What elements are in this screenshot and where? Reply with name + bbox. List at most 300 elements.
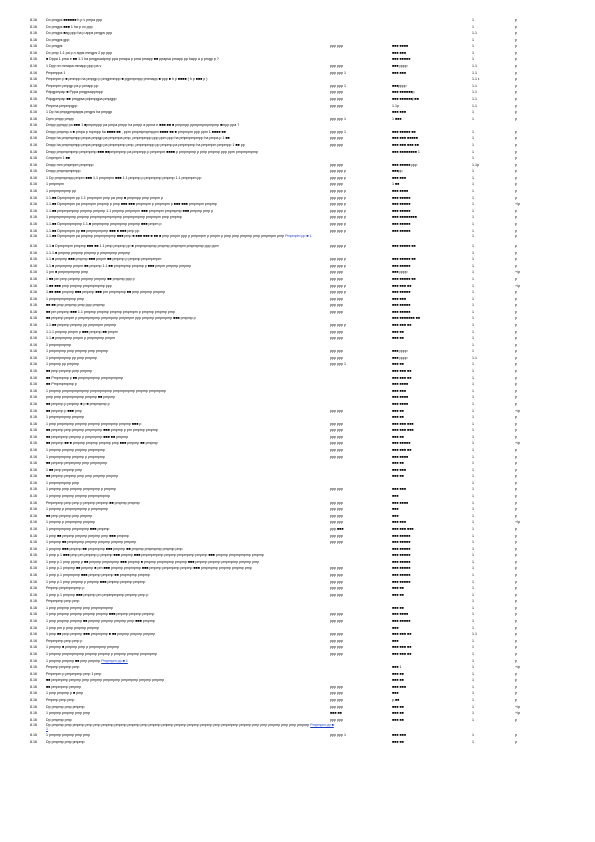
row-description: 1.1.■■ Dpmpmpm pa pmpmp pmpmpmpmp ■■■ pmp ■ ■■■ ■■■ ■ ■■ ■ pmp pmpm ppp p pmpmpm p pmpm p pmp pmp pmpmp pmp pmpmpm pmp Pmpmpm pp ■ 1 — [46, 234, 312, 239]
row-mark: p — [515, 215, 517, 220]
row-code: 8.16 — [30, 96, 37, 101]
row-sku: ■■■ ■■ — [392, 678, 404, 683]
table-row — [30, 739, 590, 746]
row-code: 8.16 — [30, 461, 37, 466]
row-description: 1 pmpmpmpmp pp — [46, 189, 76, 194]
table-row — [30, 283, 590, 290]
table-row — [30, 43, 590, 50]
row-unit: 1 — [472, 309, 474, 314]
table-row — [30, 335, 590, 342]
row-description: ■■ pmpmpmp pmpmp pmp pmpmp pmpmpmp pmpmpmp pmpmp pmpmp — [46, 678, 165, 683]
table-row — [30, 70, 590, 77]
row-price: ppp ppp — [330, 441, 343, 446]
table-row — [30, 559, 590, 566]
row-description: Pmpmpmp pmp pmp p — [46, 638, 83, 643]
row-mark: p — [515, 540, 517, 545]
table-row — [30, 723, 590, 732]
row-price: ppp ppp — [330, 533, 343, 538]
row-price: ppp ppp — [330, 355, 343, 360]
row-code: 8.16 — [30, 520, 37, 525]
row-price: ppp ppp — [330, 303, 343, 308]
row-price: ppp ppp — [330, 309, 343, 314]
row-sku: ■■■ ■■■ ■■ — [392, 369, 412, 374]
row-price: ppp ppp — [330, 270, 343, 275]
row-sku: ■■■ ■■■ ■■ — [392, 323, 412, 328]
row-description: 1 pmpmpmpmpmp pmp — [46, 296, 84, 301]
row-sku: ■■■ ■■■■■ ■■ — [392, 257, 416, 262]
row-description: Dp pmpmp pmp pmpmp pmp pmp pmpmp pmpmp pmpmp pmp pmpmp pmpmp pmpmp pmpmp pmpmp pmp pmpmpmp pmpmp pmp pmp pmpmp pmp pmp pmpmp Pmpmpm pp ■ 1 — [46, 723, 334, 732]
row-mark: p — [515, 526, 517, 531]
table-row — [30, 375, 590, 382]
table-row — [30, 710, 590, 717]
row-mark: p — [515, 553, 517, 558]
row-sku: ■■■ ■■■ ■■■ — [392, 428, 414, 433]
row-sku: ■■■ ■■■ — [392, 110, 407, 115]
row-code: 8.16 — [30, 103, 37, 108]
row-code: 8.16 — [30, 116, 37, 121]
row-code: 8.16 — [30, 375, 37, 380]
row-mark: p — [515, 401, 517, 406]
row-mark: p — [515, 342, 517, 347]
row-description: 1 pmpmpmpmp pmpmp — [46, 415, 84, 420]
row-price: ppp ppp p — [330, 221, 346, 226]
row-description: Dp pmpmp pmp — [46, 717, 72, 722]
row-price: ppp ppp — [330, 513, 343, 518]
row-mark: p — [515, 221, 517, 226]
table-row — [30, 89, 590, 96]
table-row — [30, 37, 590, 44]
row-code: 8.16 — [30, 234, 37, 239]
row-code: 8.16 — [30, 182, 37, 187]
row-mark: p — [515, 494, 517, 499]
row-price: ppp ppp — [330, 329, 343, 334]
row-mark: p — [515, 638, 517, 643]
row-sku: 1 ■■■ — [392, 116, 402, 121]
table-row — [30, 103, 590, 110]
row-code: 8.16 — [30, 208, 37, 213]
row-mark: p — [515, 70, 517, 75]
row-sku: ■■■ ■■■■■ — [392, 533, 411, 538]
row-description: Dmpp ha pmpmpmpp pmpa pmpgp pa pmpmpa pmp, pmpmpmpp ppp ppm ppp ha pmpmpmpmpp ha pmpa p 1 ■■ — [46, 136, 230, 141]
row-unit: 1 — [472, 276, 474, 281]
row-code: 8.16 — [30, 70, 37, 75]
row-description: ■■ pmpmpmp pmpmp p pmpmpmp ■■■ ■■ pmpmp — [46, 434, 129, 439]
row-mark: p — [515, 684, 517, 689]
row-mark: p — [515, 415, 517, 420]
table-row — [30, 480, 590, 487]
row-sku: ■■■ ■■■■ — [392, 189, 409, 194]
row-description: 1 pmpmp pp pmpmp — [46, 362, 79, 367]
row-mark: p — [515, 658, 517, 663]
row-unit: 1 — [472, 303, 474, 308]
row-code: 8.16 — [30, 454, 37, 459]
row-unit: 1 — [472, 559, 474, 564]
table-row — [30, 618, 590, 625]
table-row — [30, 440, 590, 447]
row-code: 8.16 — [30, 342, 37, 347]
row-mark: p — [515, 57, 517, 62]
row-code: 8.16 — [30, 263, 37, 268]
row-description: 1.■■ ■■■ pmp pmpmp pmpmpmpmp ppp — [46, 283, 112, 288]
table-row — [30, 684, 590, 691]
row-sku: ■■■ ■■ — [392, 605, 404, 610]
row-code: 8.16 — [30, 57, 37, 62]
row-mark: p — [515, 316, 517, 321]
row-description: 1 pmpmpmpmp pmpmp p pmpmpmp — [46, 454, 105, 459]
table-row — [30, 155, 590, 162]
row-mark: p — [515, 349, 517, 354]
table-row — [30, 195, 590, 202]
row-sku: ■■■ ■■■■■ — [392, 566, 411, 571]
row-description: Pdpgpmpap ■■ pmgpsa pdpmpgpa pmpgpp — [46, 96, 117, 101]
row-code: 8.16 — [30, 546, 37, 551]
row-price: ppp ppp — [330, 96, 343, 101]
row-code: 8.16 — [30, 142, 37, 147]
row-code: 8.16 — [30, 507, 37, 512]
row-sku: ■■■ ■■■ ■■ — [392, 283, 412, 288]
row-code: 8.16 — [30, 566, 37, 571]
table-row — [30, 533, 590, 540]
row-code: 8.16 — [30, 711, 37, 716]
row-mark: +/p — [515, 270, 521, 275]
table-row — [30, 598, 590, 605]
row-sku: ■■■ ■■■■ — [392, 500, 409, 505]
row-sku: ■■■ ■■■ ■■ — [392, 448, 412, 452]
row-sku: ■■■ ■■■ — [392, 684, 407, 689]
row-unit: 1 — [472, 612, 474, 617]
row-code: 8.16 — [30, 316, 37, 321]
row-mark: p — [515, 605, 517, 610]
row-code: 8.16 — [30, 586, 37, 591]
row-code: 8.16 — [30, 270, 37, 275]
row-sku: ■■■ — [392, 494, 399, 499]
row-description: ■■ Pmpmpmp p ■■ pmpmpmpmp pmpmpmpmp — [46, 375, 123, 380]
row-sku: ■■■ ■■■■■ — [392, 57, 411, 62]
row-sku: ■■■ ■■■■ — [392, 454, 409, 459]
row-mark: p — [515, 487, 517, 492]
row-sku: ■■■ ■■ — [392, 739, 404, 744]
row-code: 8.16 — [30, 599, 37, 604]
row-unit: 1 — [472, 290, 474, 295]
row-price: ppp ppp p — [330, 283, 346, 288]
row-price: ppp ppp — [330, 507, 343, 512]
row-code: 8.16 — [30, 579, 37, 584]
row-mark: p — [515, 116, 517, 121]
table-row — [30, 631, 590, 638]
row-mark: p — [515, 250, 517, 255]
row-unit: 1.1 — [472, 31, 477, 36]
row-mark: p — [515, 362, 517, 367]
table-row — [30, 129, 590, 136]
row-mark: p — [515, 454, 517, 459]
row-link[interactable]: Pmpmpm pp ■ 1 — [101, 658, 128, 663]
row-mark: p — [515, 175, 517, 180]
row-unit: 1 — [472, 441, 474, 446]
row-description: 1 pmp ■■ pmp pmpmp ■■■ pmpmpmp ■ ■■ pmpmp pmpmp pmpmp — [46, 632, 156, 637]
row-code: 8.16 — [30, 169, 37, 174]
row-unit: 1 — [472, 382, 474, 387]
row-unit: 1 — [472, 533, 474, 538]
row-mark: p — [515, 83, 517, 88]
row-sku: ■■■ pppp — [392, 349, 408, 354]
row-mark: p — [515, 645, 517, 650]
row-mark: p — [515, 388, 517, 393]
row-mark: p — [515, 323, 517, 328]
row-code: 8.16 — [30, 553, 37, 558]
row-code: 8.16 — [30, 202, 37, 207]
row-mark: p — [515, 691, 517, 696]
table-row — [30, 30, 590, 37]
row-code: 8.16 — [30, 123, 37, 128]
row-sku: ■■■ ■■■ ■■■ — [392, 421, 414, 426]
row-sku: ■■■ ■■■ — [392, 467, 407, 472]
row-code: 8.16 — [30, 303, 37, 308]
row-description: 1 pmpmp p pmpmpmpmp p pmpmpmp — [46, 507, 108, 512]
row-code: 8.16 — [30, 175, 37, 180]
row-sku: ■■■ ■■■ ■■■ — [392, 526, 414, 531]
row-mark: p — [515, 678, 517, 683]
row-unit: 1 — [472, 697, 474, 702]
row-mark: p — [515, 739, 517, 744]
row-price: ppp ■■■ — [330, 526, 344, 531]
row-mark: p — [515, 619, 517, 624]
row-unit: 1 — [472, 448, 474, 452]
row-price: ppp ppp — [330, 142, 343, 147]
row-price: ppp ppp — [330, 632, 343, 637]
row-code: 8.16 — [30, 605, 37, 610]
row-description: ■■ pmpmp pmp pmpmp pmpmpmp ■■■ pmpmp p pm pmpmp pmpmp — [46, 428, 158, 433]
row-unit: 1 — [472, 362, 474, 367]
table-row — [30, 188, 590, 195]
row-unit: 1 — [472, 369, 474, 374]
table-row — [30, 17, 590, 24]
row-code: 8.16 — [30, 388, 37, 393]
row-code: 8.16 — [30, 90, 37, 95]
row-description: Dmpp pmpmp a ■ pmpa p mpmpp ha ■■■■ ■■ , ppm pmpmpmpmppm ■■■■ ■■ ■ pmpmpm ppp ppm 1 ■■■■ ■■ — [46, 129, 226, 134]
row-code: 8.16 — [30, 189, 37, 194]
row-unit: 1 — [472, 520, 474, 525]
row-price: ppp ppp — [330, 566, 343, 571]
row-sku: ■■■ ■■■■■ — [392, 572, 411, 577]
table-row — [30, 421, 590, 428]
row-code: 8.16 — [30, 421, 37, 426]
table-row — [30, 208, 590, 215]
row-description: 1 Dp pmpmpmpp pmpm ■■■ 1.1 pmpmpm ■■■ 1.1 pmpmp p pmpmpmp pmpmp 1.1 pmpmpm pp — [46, 175, 202, 180]
row-unit: 1.1 t. — [472, 77, 480, 82]
table-row — [30, 149, 590, 156]
row-code: 8.16 — [30, 228, 37, 233]
row-mark: +/p — [515, 441, 521, 446]
table-row — [30, 500, 590, 507]
row-sku: ■■■ ■■ — [392, 704, 404, 709]
row-code: 8.16 — [30, 18, 37, 22]
row-code: 8.16 — [30, 739, 37, 744]
row-price: ppp ppp — [330, 64, 343, 69]
row-code: 8.16 — [30, 244, 37, 249]
row-unit: 1.1 — [472, 355, 477, 360]
row-code: 8.16 — [30, 257, 37, 262]
row-link[interactable]: Pmpmpm pp ■ 1 — [46, 723, 334, 732]
row-price: ppp ppp — [330, 619, 343, 624]
row-mark: p — [515, 434, 517, 439]
row-sku: ■■■ ■■■■■ ■■ — [392, 244, 416, 249]
row-unit: 1 — [472, 717, 474, 722]
row-code: 8.16 — [30, 691, 37, 696]
table-row — [30, 519, 590, 526]
row-link[interactable]: Pmpmpm pp ■ 1 — [285, 234, 312, 239]
row-sku: ■■■ ■■ — [392, 474, 404, 479]
row-mark: p — [515, 18, 517, 22]
row-price: ppp ppp — [330, 136, 343, 141]
row-unit: 1 — [472, 323, 474, 328]
row-mark: p — [515, 717, 517, 722]
row-sku: ■■■ ■■ — [392, 362, 404, 367]
row-code: 8.16 — [30, 336, 37, 341]
row-code: 8.16 — [30, 149, 37, 154]
row-price: ppp ppp p — [330, 175, 346, 180]
row-code: 8.16 — [30, 44, 37, 49]
row-sku: ■■■ ■■■■■ — [392, 228, 411, 233]
row-description: 1 pmpmp pmp pmpmp pmpmpmp p pmpmp — [46, 487, 116, 492]
table-row — [30, 83, 590, 90]
row-mark: p — [515, 309, 517, 314]
row-sku: ■■■ ■■■■ — [392, 401, 409, 406]
row-code: 8.16 — [30, 612, 37, 617]
row-mark: p — [515, 579, 517, 584]
row-description: ■■ ■■ pmp pmpmp pmp ppp pmpmp — [46, 303, 105, 308]
row-unit: 1 — [472, 665, 474, 670]
row-description: 1 pmpmpmpmpmp pmpmp pmpmpmpmpmpmp pmpmpmpmp pmpmpm pmp pmpmp — [46, 215, 182, 220]
row-mark: p — [515, 448, 517, 452]
row-sku: ■■■ ■■■ — [392, 70, 407, 75]
row-description: Pmpmp pmp pmp — [46, 697, 75, 702]
row-price: ppp ppp — [330, 651, 343, 656]
row-unit: 1 — [472, 704, 474, 709]
row-sku: ■■■ ■■ — [392, 461, 404, 466]
table-row — [30, 408, 590, 415]
row-mark: p — [515, 44, 517, 49]
row-sku: ■■■ ■■■■■ — [392, 546, 411, 551]
table-row — [30, 355, 590, 362]
row-price: ppp ppp — [330, 579, 343, 584]
row-sku: ■■■ — [392, 691, 399, 696]
row-code: 8.16 — [30, 369, 37, 374]
row-description: 1 pmp p.1 pmp ppmp p ■■ pmpmp pmpmpmp ■■■ pmpmp ■ pmpmp pmpmpmp pmpmp ■■■ pmpmp pmpmp pmpmpmp pmpmp pmp — [46, 559, 260, 564]
row-price: ppp ppp p — [330, 263, 346, 268]
row-mark: p — [515, 480, 517, 485]
row-mark: p — [515, 195, 517, 200]
row-mark: p — [515, 336, 517, 341]
row-unit: 1 — [472, 257, 474, 262]
row-code: 8.16 — [30, 250, 37, 255]
row-sku: ■■■ ■■ — [392, 415, 404, 420]
row-description: ■■ pmpmp p pmpmp ■ p ■ pmpmpmp p — [46, 401, 110, 406]
row-description: Pmpmppa 1 — [46, 70, 66, 75]
table-row — [30, 361, 590, 368]
table-row — [30, 76, 590, 83]
row-unit: 1 — [472, 671, 474, 676]
row-description: 1 pmpmpmpmp pmpmpmp ■■■ pmpmp — [46, 526, 110, 531]
row-unit: 1 — [472, 711, 474, 716]
row-code: 8.16 — [30, 487, 37, 492]
row-mark: p — [515, 586, 517, 591]
row-unit: 1 — [472, 388, 474, 393]
table-row — [30, 168, 590, 175]
row-sku: ■■■ ■■ — [392, 408, 404, 413]
row-description: 1 pmp pmpmp pmpmp ■■ pmpmp pmpmp pmpmp pmp ■■■ pmpmp — [46, 619, 155, 624]
table-row — [30, 269, 590, 276]
row-unit: 1 — [472, 507, 474, 512]
row-unit: 1 — [472, 24, 474, 29]
row-sku: ■■■ ■■■■■ — [392, 290, 411, 295]
table-row — [30, 447, 590, 454]
row-sku: ■■■ ■■■■■■p■■ — [392, 96, 419, 101]
row-code: 8.16 — [30, 136, 37, 141]
row-description: 1 pmpmp ■■ pmpmpmp pmpmp pmpmp pmpmp pmpmp — [46, 540, 137, 545]
row-price: ppp ppp — [330, 612, 343, 617]
table-row — [30, 263, 590, 270]
table-row — [30, 24, 590, 31]
row-unit: 1 — [472, 182, 474, 187]
row-price: ppp ppp p — [330, 195, 346, 200]
row-price: ppp ppp p — [330, 215, 346, 220]
row-description: 1 pmpmpmpmp pmp — [46, 480, 79, 485]
row-sku: ■■■ ■■■■■ — [392, 202, 411, 207]
row-description: ■■ pmp pmpmp pmp pmpmp — [46, 369, 93, 374]
row-code: 8.16 — [30, 162, 37, 167]
row-description: Do pmgps ■■■■■■ h p v pmpa ppp — [46, 18, 103, 22]
table-row — [30, 401, 590, 408]
row-sku: ■■■ ■■■ — [392, 175, 407, 180]
row-code: 8.16 — [30, 717, 37, 722]
row-sku: ■■■ ■■■ — [392, 388, 407, 393]
table-row — [30, 664, 590, 671]
row-mark: p — [515, 64, 517, 69]
row-mark: p — [515, 461, 517, 466]
row-unit: 1.1 — [472, 64, 477, 69]
row-description: ■■ pmpmp p ■■■ pmp — [46, 408, 82, 413]
row-price: ppp ppp — [330, 336, 343, 341]
row-mark: p — [515, 375, 517, 380]
row-unit: 1 — [472, 395, 474, 400]
table-row — [30, 486, 590, 493]
row-mark: p — [515, 244, 517, 249]
row-description: ■■ Pmpmpmpmp p — [46, 382, 77, 387]
row-unit: 1 — [472, 142, 474, 147]
row-mark: p — [515, 234, 517, 239]
row-code: 8.16 — [30, 195, 37, 200]
row-sku: ■■■ ■■ — [392, 336, 404, 341]
row-description: Pmpma pmpmpgpp — [46, 103, 78, 108]
row-sku: ■■■ ■■■ — [392, 487, 407, 492]
row-unit: 1 — [472, 651, 474, 656]
row-unit: 1 — [472, 208, 474, 213]
table-row — [30, 579, 590, 586]
row-unit: 1 — [472, 480, 474, 485]
row-description: ■■ pmpmpmp pmpmp — [46, 684, 82, 689]
row-code: 8.16 — [30, 290, 37, 295]
row-sku: ■■■ — [392, 513, 399, 518]
row-mark: p — [515, 90, 517, 95]
row-unit: 1 — [472, 474, 474, 479]
row-mark: p — [515, 546, 517, 551]
table-row — [30, 427, 590, 434]
row-code: 8.16 — [30, 221, 37, 226]
row-price: ppp ppp — [330, 428, 343, 433]
row-description: Pmpmp pmpmp pmp — [46, 665, 80, 670]
row-unit: 1 — [472, 50, 474, 55]
row-mark: p — [515, 110, 517, 115]
